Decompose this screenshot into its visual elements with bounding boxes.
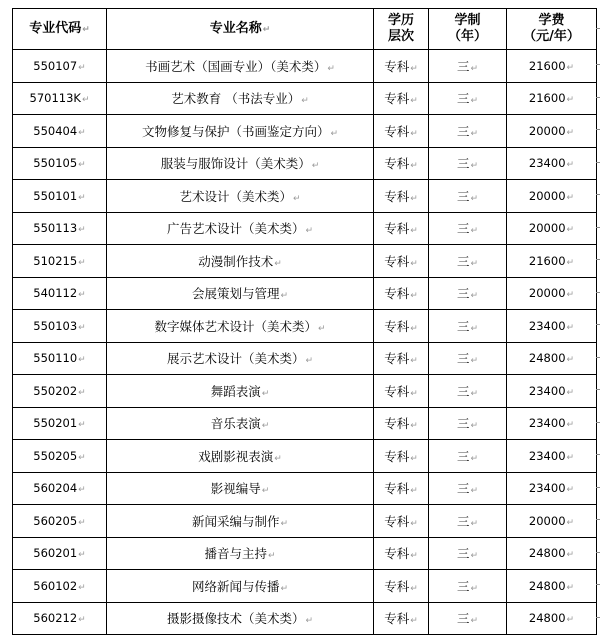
cell-study-years: 三↵ (429, 212, 507, 245)
cell-major-code: 550113↵ (13, 212, 107, 245)
paragraph-mark: ↵ (470, 258, 479, 269)
cell-major-name: 新闻采编与制作↵ (107, 505, 374, 538)
table-row (13, 570, 597, 603)
paragraph-mark: ↵ (470, 356, 479, 367)
cell-education-level: 专科↵ (374, 602, 429, 635)
cell-study-years: 三↵ (429, 407, 507, 440)
paragraph-mark: ↵ (78, 517, 86, 528)
paragraph-mark: ↵ (78, 322, 86, 333)
paragraph-mark: ↵ (470, 583, 479, 594)
cell-study-years: 三↵ (429, 310, 507, 343)
paragraph-mark: ↵ (410, 486, 418, 497)
paragraph-mark: ↵ (78, 225, 86, 236)
paragraph-mark: ↵ (566, 355, 575, 366)
paragraph-mark: ↵ (410, 583, 418, 594)
cell-major-code: 560102↵ (13, 570, 107, 603)
cell-major-name: 舞蹈表演↵ (107, 375, 374, 408)
cell-tuition-fee: 21600↵ (507, 50, 597, 83)
edge-tick (596, 487, 600, 488)
paragraph-mark: ↵ (410, 161, 418, 172)
paragraph-mark: ↵ (566, 127, 575, 138)
cell-major-code: 550101↵ (13, 180, 107, 213)
paragraph-mark: ↵ (292, 193, 301, 204)
table-row (13, 342, 597, 375)
edge-tick (596, 422, 600, 423)
paragraph-mark: ↵ (566, 290, 575, 301)
cell-major-code: 550205↵ (13, 440, 107, 473)
table-row (13, 440, 597, 473)
cell-tuition-fee: 23400↵ (507, 375, 597, 408)
cell-education-level: 专科↵ (374, 115, 429, 148)
paragraph-mark: ↵ (566, 485, 575, 496)
paragraph-mark: ↵ (566, 452, 575, 463)
paragraph-mark: ↵ (470, 388, 479, 399)
paragraph-mark: ↵ (78, 387, 86, 398)
table-row (13, 180, 597, 213)
cell-education-level: 专科↵ (374, 375, 429, 408)
cell-tuition-fee: 20000↵ (507, 115, 597, 148)
paragraph-mark: ↵ (410, 128, 418, 139)
cell-education-level: 专科↵ (374, 440, 429, 473)
cell-major-code: 550404↵ (13, 115, 107, 148)
paragraph-mark: ↵ (78, 452, 86, 463)
paragraph-mark: ↵ (311, 161, 320, 172)
paragraph-mark: ↵ (470, 551, 479, 562)
cell-major-code: 550107↵ (13, 50, 107, 83)
header-education-level: 学历 层次 (374, 9, 429, 50)
cell-education-level: 专科↵ (374, 310, 429, 343)
paragraph-mark: ↵ (566, 160, 575, 171)
paragraph-mark: ↵ (566, 582, 575, 593)
cell-major-name: 戏剧影视表演↵ (107, 440, 374, 473)
cell-major-name: 书画艺术（国画专业）（美术类）↵ (107, 50, 374, 83)
cell-major-code: 560212↵ (13, 602, 107, 635)
edge-tick (596, 584, 600, 585)
cell-tuition-fee: 24800↵ (507, 537, 597, 570)
cell-study-years: 三↵ (429, 375, 507, 408)
cell-major-code: 560205↵ (13, 505, 107, 538)
cell-education-level: 专科↵ (374, 570, 429, 603)
cell-major-name: 动漫制作技术↵ (107, 245, 374, 278)
edge-tick (596, 389, 600, 390)
cell-major-name: 展示艺术设计（美术类）↵ (107, 342, 374, 375)
paragraph-mark: ↵ (280, 583, 289, 594)
paragraph-mark: ↵ (280, 291, 289, 302)
cell-tuition-fee: 23400↵ (507, 407, 597, 440)
table-row (13, 537, 597, 570)
paragraph-mark: ↵ (305, 356, 314, 367)
cell-tuition-fee: 24800↵ (507, 342, 597, 375)
paragraph-mark: ↵ (566, 95, 575, 106)
paragraph-mark: ↵ (410, 551, 418, 562)
paragraph-mark: ↵ (78, 420, 86, 431)
cell-study-years: 三↵ (429, 602, 507, 635)
cell-study-years: 三↵ (429, 245, 507, 278)
major-tuition-table-container (12, 8, 597, 635)
cell-education-level: 专科↵ (374, 277, 429, 310)
cell-major-code: 560204↵ (13, 472, 107, 505)
cell-education-level: 专科↵ (374, 212, 429, 245)
paragraph-mark: ↵ (261, 421, 270, 432)
table-row (13, 245, 597, 278)
cell-tuition-fee: 21600↵ (507, 82, 597, 115)
paragraph-mark: ↵ (78, 62, 86, 73)
paragraph-mark: ↵ (274, 453, 282, 464)
paragraph-mark: ↵ (261, 486, 270, 497)
cell-study-years: 三↵ (429, 505, 507, 538)
edge-tick (596, 227, 600, 228)
paragraph-mark: ↵ (470, 128, 479, 139)
cell-education-level: 专科↵ (374, 245, 429, 278)
paragraph-mark: ↵ (470, 453, 479, 464)
edge-tick (596, 292, 600, 293)
cell-tuition-fee: 23400↵ (507, 472, 597, 505)
header-tuition-fee: 学费 （元/年） (507, 9, 597, 50)
paragraph-mark: ↵ (317, 323, 326, 334)
edge-tick (596, 454, 600, 455)
paragraph-mark: ↵ (470, 193, 479, 204)
paragraph-mark: ↵ (78, 160, 86, 171)
paragraph-mark: ↵ (410, 421, 418, 432)
cell-major-name: 播音与主持↵ (107, 537, 374, 570)
cell-education-level: 专科↵ (374, 180, 429, 213)
cell-education-level: 专科↵ (374, 472, 429, 505)
paragraph-mark: ↵ (280, 518, 289, 529)
cell-study-years: 三↵ (429, 115, 507, 148)
edge-tick (596, 162, 600, 163)
table-row (13, 82, 597, 115)
cell-study-years: 三↵ (429, 50, 507, 83)
paragraph-mark: ↵ (305, 226, 314, 237)
table-body (13, 50, 597, 635)
paragraph-mark: ↵ (330, 128, 339, 139)
header-study-years: 学制 （年） (429, 9, 507, 50)
table-row (13, 505, 597, 538)
page-edge-marks (596, 8, 602, 641)
cell-study-years: 三↵ (429, 147, 507, 180)
cell-study-years: 三↵ (429, 82, 507, 115)
paragraph-mark: ↵ (470, 63, 479, 74)
paragraph-mark: ↵ (470, 161, 479, 172)
table-row (13, 147, 597, 180)
cell-tuition-fee: 24800↵ (507, 570, 597, 603)
paragraph-mark: ↵ (78, 290, 86, 301)
cell-study-years: 三↵ (429, 537, 507, 570)
cell-education-level: 专科↵ (374, 505, 429, 538)
paragraph-mark: ↵ (410, 518, 418, 529)
cell-tuition-fee: 20000↵ (507, 212, 597, 245)
major-tuition-table (12, 8, 597, 635)
paragraph-mark: ↵ (410, 226, 418, 237)
paragraph-mark: ↵ (566, 387, 575, 398)
paragraph-mark: ↵ (470, 518, 479, 529)
paragraph-mark: ↵ (81, 95, 90, 106)
cell-major-name: 摄影摄像技术（美术类）↵ (107, 602, 374, 635)
paragraph-mark: ↵ (566, 517, 575, 528)
paragraph-mark: ↵ (410, 193, 418, 204)
table-row (13, 212, 597, 245)
paragraph-mark: ↵ (78, 355, 86, 366)
cell-study-years: 三↵ (429, 277, 507, 310)
table-row (13, 277, 597, 310)
header-major-code: 专业代码↵ (13, 9, 107, 50)
cell-major-code: 550103↵ (13, 310, 107, 343)
paragraph-mark: ↵ (78, 615, 86, 626)
cell-tuition-fee: 24800↵ (507, 602, 597, 635)
cell-major-code: 560201↵ (13, 537, 107, 570)
cell-study-years: 三↵ (429, 472, 507, 505)
cell-major-name: 网络新闻与传播↵ (107, 570, 374, 603)
table-row (13, 407, 597, 440)
cell-study-years: 三↵ (429, 180, 507, 213)
cell-major-name: 文物修复与保护（书画鉴定方向）↵ (107, 115, 374, 148)
paragraph-mark: ↵ (410, 453, 418, 464)
table-row (13, 472, 597, 505)
cell-major-name: 艺术设计（美术类）↵ (107, 180, 374, 213)
edge-tick (596, 259, 600, 260)
cell-education-level: 专科↵ (374, 342, 429, 375)
paragraph-mark: ↵ (566, 62, 575, 73)
paragraph-mark: ↵ (566, 225, 575, 236)
edge-tick (596, 552, 600, 553)
edge-tick (596, 194, 600, 195)
cell-major-code: 550202↵ (13, 375, 107, 408)
paragraph-mark: ↵ (470, 96, 479, 107)
paragraph-mark: ↵ (470, 421, 479, 432)
cell-education-level: 专科↵ (374, 407, 429, 440)
cell-tuition-fee: 20000↵ (507, 180, 597, 213)
edge-tick (596, 357, 600, 358)
cell-major-code: 540112↵ (13, 277, 107, 310)
cell-study-years: 三↵ (429, 342, 507, 375)
paragraph-mark: ↵ (470, 226, 479, 237)
paragraph-mark: ↵ (566, 550, 575, 561)
paragraph-mark: ↵ (267, 551, 276, 562)
cell-major-code: 570113K↵ (13, 82, 107, 115)
paragraph-mark: ↵ (78, 192, 86, 203)
table-row (13, 310, 597, 343)
edge-tick (596, 617, 600, 618)
cell-tuition-fee: 23400↵ (507, 440, 597, 473)
paragraph-mark: ↵ (566, 322, 575, 333)
cell-major-name: 影视编导↵ (107, 472, 374, 505)
paragraph-mark: ↵ (78, 550, 86, 561)
paragraph-mark: ↵ (410, 96, 418, 107)
paragraph-mark: ↵ (410, 291, 418, 302)
table-row (13, 50, 597, 83)
cell-major-code: 550201↵ (13, 407, 107, 440)
cell-major-code: 550110↵ (13, 342, 107, 375)
paragraph-mark: ↵ (470, 486, 479, 497)
paragraph-mark: ↵ (566, 615, 575, 626)
edge-tick (596, 28, 600, 29)
cell-education-level: 专科↵ (374, 147, 429, 180)
paragraph-mark: ↵ (566, 420, 575, 431)
cell-major-name: 服装与服饰设计（美术类）↵ (107, 147, 374, 180)
paragraph-mark: ↵ (274, 258, 282, 269)
paragraph-mark: ↵ (410, 356, 418, 367)
paragraph-mark: ↵ (566, 257, 575, 268)
cell-tuition-fee: 20000↵ (507, 277, 597, 310)
paragraph-mark: ↵ (470, 323, 479, 334)
cell-major-code: 510215↵ (13, 245, 107, 278)
cell-education-level: 专科↵ (374, 82, 429, 115)
cell-major-name: 会展策划与管理↵ (107, 277, 374, 310)
paragraph-mark: ↵ (78, 582, 86, 593)
paragraph-mark: ↵ (410, 258, 418, 269)
cell-tuition-fee: 20000↵ (507, 505, 597, 538)
paragraph-mark: ↵ (305, 616, 314, 627)
paragraph-mark: ↵ (470, 616, 479, 627)
table-row (13, 602, 597, 635)
cell-major-name: 数字媒体艺术设计（美术类）↵ (107, 310, 374, 343)
cell-tuition-fee: 21600↵ (507, 245, 597, 278)
cell-tuition-fee: 23400↵ (507, 310, 597, 343)
paragraph-mark: ↵ (410, 63, 418, 74)
paragraph-mark: ↵ (566, 192, 575, 203)
edge-tick (596, 97, 600, 98)
paragraph-mark: ↵ (78, 257, 86, 268)
table-row (13, 115, 597, 148)
header-major-name: 专业名称↵ (107, 9, 374, 50)
edge-tick (596, 324, 600, 325)
cell-major-name: 艺术教育 （书法专业）↵ (107, 82, 374, 115)
edge-tick (596, 519, 600, 520)
paragraph-mark: ↵ (410, 388, 418, 399)
paragraph-mark: ↵ (261, 388, 270, 399)
paragraph-mark: ↵ (410, 323, 418, 334)
paragraph-mark: ↵ (327, 63, 335, 74)
cell-major-code: 550105↵ (13, 147, 107, 180)
cell-tuition-fee: 23400↵ (507, 147, 597, 180)
edge-tick (596, 64, 600, 65)
cell-education-level: 专科↵ (374, 50, 429, 83)
cell-education-level: 专科↵ (374, 537, 429, 570)
paragraph-mark: ↵ (470, 291, 479, 302)
paragraph-mark: ↵ (410, 616, 418, 627)
cell-study-years: 三↵ (429, 440, 507, 473)
table-row (13, 375, 597, 408)
paragraph-mark: ↵ (301, 96, 309, 107)
table-header-row (13, 9, 597, 50)
paragraph-mark: ↵ (78, 127, 86, 138)
cell-major-name: 音乐表演↵ (107, 407, 374, 440)
cell-major-name: 广告艺术设计（美术类）↵ (107, 212, 374, 245)
cell-study-years: 三↵ (429, 570, 507, 603)
paragraph-mark: ↵ (78, 485, 86, 496)
edge-tick (596, 129, 600, 130)
